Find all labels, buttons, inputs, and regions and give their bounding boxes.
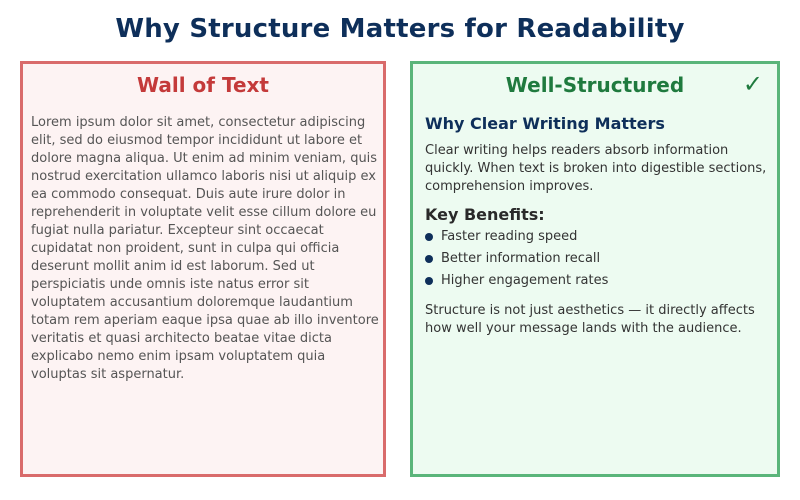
well-structured-panel <box>410 61 780 477</box>
wall-of-text-heading: Wall of Text <box>137 73 269 97</box>
wall-of-text-panel <box>20 61 386 477</box>
list-item <box>425 250 608 272</box>
bullet-icon <box>425 233 433 241</box>
conclusion-paragraph: Structure is not just aesthetics — it directly affects how well your message lands with the audience. <box>425 303 755 336</box>
intro-paragraph: Clear writing helps readers absorb information quickly. When text is broken into digestible sections, comprehension improves. <box>425 143 767 194</box>
well-structured-heading: Well-Structured <box>505 73 685 97</box>
bullet-icon <box>425 277 433 285</box>
benefit-label: Better information recall <box>441 251 601 266</box>
list-item <box>425 228 608 250</box>
benefit-list <box>425 228 608 294</box>
checkmark-icon: ✓ <box>742 70 763 98</box>
bullet-icon <box>425 255 433 263</box>
benefits-heading: Key Benefits: <box>425 205 545 224</box>
benefit-label: Higher engagement rates <box>441 273 609 288</box>
page-title: Why Structure Matters for Readability <box>115 14 685 44</box>
section-heading: Why Clear Writing Matters <box>425 114 665 133</box>
list-item <box>425 272 608 294</box>
wall-of-text-body: Lorem ipsum dolor sit amet, consectetur adipiscing elit, sed do eiusmod tempor incididunt ut labore et dolore magna aliqua. Ut enim ad minim veniam, quis nostrud exercitation ullamco laboris nisi ut aliquip ex ea commodo consequat. Duis aute irure dolor in reprehenderit in voluptate velit esse cillum dolore eu fugiat nulla pariatur. Excepteur sint occaecat cupidatat non proident, sunt in culpa qui officia deserunt mollit anim id est laborum. Sed ut perspiciatis unde omnis iste natus error sit voluptatem accusantium doloremque laudantium totam rem aperiam eaque ipsa quae ab illo inventore veritatis et quasi architecto beatae vitae dicta explicabo nemo enim ipsam voluptatem quia voluptas sit aspernatur. <box>31 115 379 382</box>
benefit-label: Faster reading speed <box>441 229 578 244</box>
